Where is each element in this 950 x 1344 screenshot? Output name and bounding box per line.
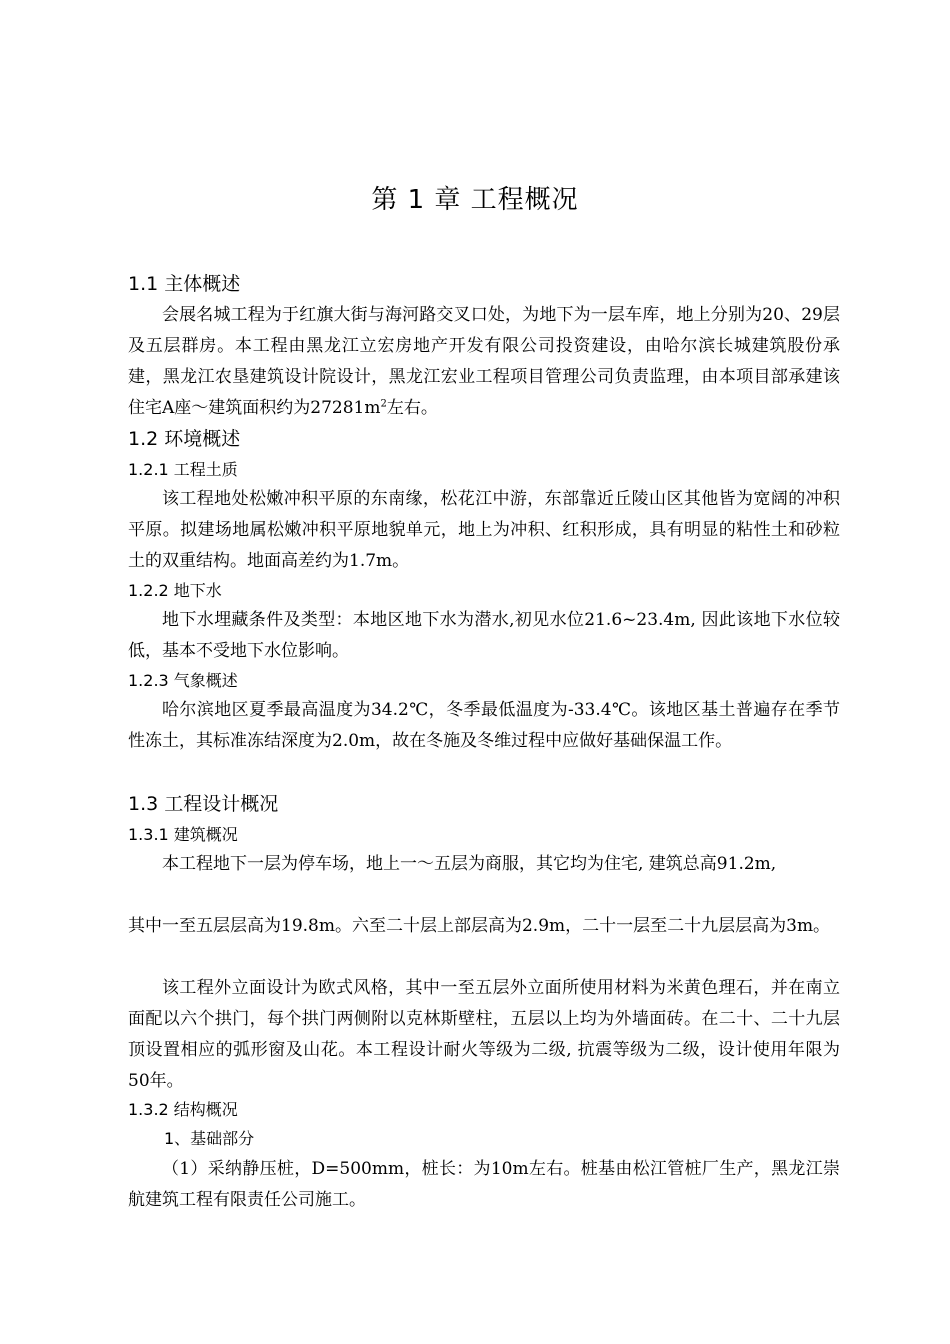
chapter-title: 第 1 章 工程概况 [371, 185, 579, 215]
paragraph-piles: （1）采纳静压桩，D=500mm，桩长：为10m左右。桩基由松江管桩厂生产，黑龙江崇航建筑工程有限责任公司施工。 [128, 1159, 840, 1210]
paragraph-architecture-2: 其中一至五层层高为19.8m。六至二十层上部层高为2.9m，二十一层至二十九层层高为3m。 [128, 916, 831, 936]
paragraph-facade: 该工程外立面设计为欧式风格，其中一至五层外立面所使用材料为米黄色理石，并在南立面配以六个拱门，每个拱门两侧附以克林斯壁柱，五层以上均为外墙面砖。在二十、二十九层顶设置相应的弧形窗及山花。本工程设计耐火等级为二级, 抗震等级为二级，设计使用年限为50年。 [128, 978, 840, 1091]
section-heading-1-2-1: 1.2.1 工程土质 [128, 460, 238, 479]
subheading-foundation: 1、基础部分 [164, 1129, 255, 1148]
superscript-2: 2 [380, 398, 387, 410]
paragraph-main-overview [128, 300, 840, 424]
section-heading-1-1: 1.1 主体概述 [128, 273, 241, 295]
paragraph-soil: 该工程地处松嫩冲积平原的东南缘，松花江中游，东部靠近丘陵山区其他皆为宽阔的冲积平原。拟建场地属松嫩冲积平原地貌单元，地上为冲积、红积形成，具有明显的粘性土和砂粒土的双重结构。地面高差约为1.7m。 [128, 489, 840, 571]
section-heading-1-2-3: 1.2.3 气象概述 [128, 671, 238, 690]
paragraph-main-overview-tail: 左右。 [386, 398, 438, 418]
section-heading-1-3-2: 1.3.2 结构概况 [128, 1100, 238, 1119]
section-heading-1-2-2: 1.2.2 地下水 [128, 581, 222, 600]
paragraph-main-overview-text: 会展名城工程为于红旗大街与海河路交叉口处，为地下为一层车库，地上分别为20、29层及五层群房。本工程由黑龙江立宏房地产开发有限公司投资建设，由哈尔滨长城建筑股份承建，黑龙江农垦建筑设计院设计，黑龙江宏业工程项目管理公司负责监理，由本项目部承建该住宅A座～建筑面积约为27281m [128, 305, 840, 418]
paragraph-architecture-1: 本工程地下一层为停车场，地上一～五层为商服，其它均为住宅, 建筑总高91.2m, [162, 854, 777, 874]
section-heading-1-3: 1.3 工程设计概况 [128, 793, 279, 815]
paragraph-climate: 哈尔滨地区夏季最高温度为34.2℃，冬季最低温度为-33.4℃。该地区基土普遍存在季节性冻土，其标准冻结深度为2.0m，故在冬施及冬维过程中应做好基础保温工作。 [128, 700, 840, 751]
section-heading-1-2: 1.2 环境概述 [128, 428, 241, 450]
paragraph-groundwater: 地下水埋藏条件及类型：本地区地下水为潜水,初见水位21.6~23.4m, 因此该地下水位较低，基本不受地下水位影响。 [128, 610, 840, 661]
section-heading-1-3-1: 1.3.1 建筑概况 [128, 825, 238, 844]
